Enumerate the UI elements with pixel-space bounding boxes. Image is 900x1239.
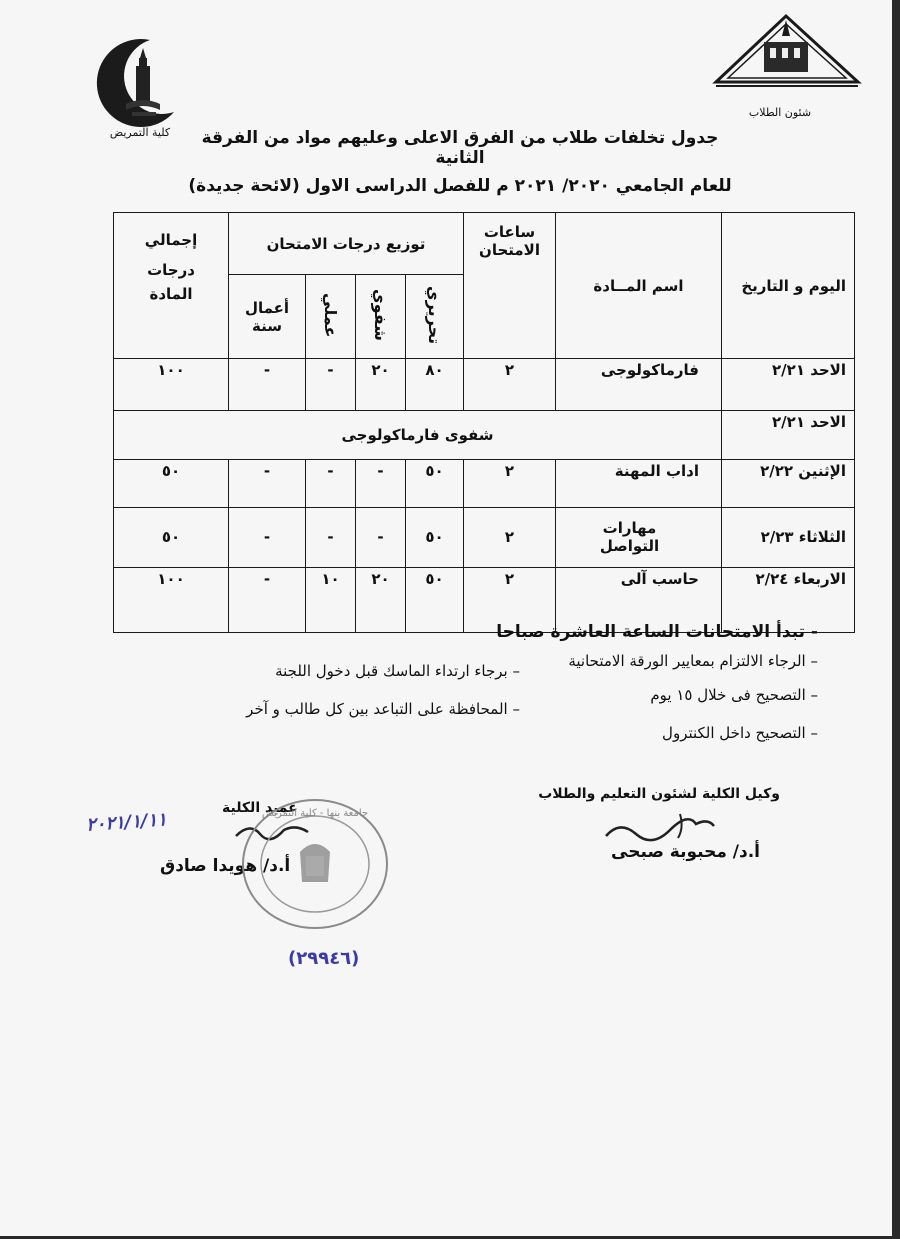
row-total: ١٠٠ [114,567,229,632]
header-exam-hours [464,213,556,359]
note-correction-location: – التصحيح داخل الكنترول [662,724,818,742]
row-written: ٨٠ [406,359,464,411]
header-distribution: توزيع درجات الامتحان [229,213,464,275]
row-year-work: - [229,507,306,567]
row-written: ٥٠ [406,567,464,632]
row-practical: ١٠ [306,567,356,632]
row-oral: ٢٠ [356,567,406,632]
row-day: الاربعاء ٢/٢٤ [722,567,855,632]
row-subject-line1: مهارات [602,519,657,538]
header-hours-line1: ساعات [483,223,536,241]
scan-edge [892,0,900,1239]
header-practical: عملي [306,275,356,359]
row-practical: - [306,507,356,567]
row-year-work: - [229,567,306,632]
header-subject: اسم المــادة [556,213,722,359]
row-day: الاحد ٢/٢١ [722,359,855,411]
row-subject: حاسب آلى [556,567,722,632]
header-total-line1: إجمالي [144,231,198,249]
vice-dean-signature [600,806,720,846]
table-row [114,359,855,411]
official-stamp [240,796,390,931]
student-affairs-caption: شئون الطلاب [748,106,812,119]
row-total: ٥٠ [114,459,229,507]
row-day: الثلاثاء ٢/٢٣ [722,507,855,567]
header-year-work-line1: أعمال [244,298,290,317]
note-mask: – برجاء ارتداء الماسك قبل دخول اللجنة [275,662,520,680]
header-total-line2: درجات [147,261,195,279]
header-total-line3: المادة [149,285,193,303]
header-oral: شفوي [356,275,406,359]
note-exam-start: - تبدأ الامتحانات الساعة العاشرة صباحا [496,622,818,642]
dean-name: أ.د/ هويدا صادق [160,856,291,876]
row-total: ٥٠ [114,507,229,567]
document-title: جدول تخلفات طلاب من الفرق الاعلى وعليهم مواد من الفرقة الثانية [201,128,719,168]
row-subject: اداب المهنة [556,459,722,507]
row-practical: - [306,459,356,507]
row-written: ٥٠ [406,507,464,567]
header-hours-line2: الامتحان [479,241,540,259]
note-exam-paper: – الرجاء الالتزام بمعايير الورقة الامتحانية [568,652,818,670]
vice-dean-name: أ.د/ محبوبة صبحى [611,842,760,862]
faculty-of-nursing-logo [88,32,188,132]
table-row [114,411,855,459]
header-written: تحريري [406,275,464,359]
handwritten-number: (٢٩٩٤٦) [288,948,360,969]
note-correction-period: – التصحيح فى خلال ١٥ يوم [650,686,818,704]
exam-schedule-table [113,212,855,633]
row-hours: ٢ [464,359,556,411]
row-total: ١٠٠ [114,359,229,411]
row-year-work: - [229,359,306,411]
table-row [114,507,855,567]
row-year-work: - [229,459,306,507]
faculty-caption: كلية التمريض [109,126,171,139]
handwritten-date: ٢٠٢١/١/١١ [85,809,168,836]
row-day: الاحد ٢/٢١ [722,411,855,459]
document-subtitle: للعام الجامعي ٢٠٢٠/ ٢٠٢١ م للفصل الدراسى الاول (لائحة جديدة) [188,176,732,196]
row-oral: ٢٠ [356,359,406,411]
dean-title: عميد الكلية [222,800,298,816]
table-row [114,459,855,507]
row-subject [556,507,722,567]
row-oral-exam: شفوى فارماكولوجى [114,411,722,459]
row-written: ٥٠ [406,459,464,507]
vice-dean-title: وكيل الكلية لشئون التعليم والطلاب [538,786,780,802]
row-subject: فارماكولوجى [556,359,722,411]
row-day: الإثنين ٢/٢٢ [722,459,855,507]
header-year-work [229,275,306,359]
row-hours: ٢ [464,507,556,567]
stamp-text: جامعة بنها - كلية التمريض [261,808,369,819]
benha-university-logo [712,12,862,94]
row-oral: - [356,459,406,507]
row-subject-line2: التواصل [599,537,660,556]
row-hours: ٢ [464,459,556,507]
row-hours: ٢ [464,567,556,632]
header-year-work-line2: سنة [252,316,282,335]
note-distancing: – المحافظة على التباعد بين كل طالب و آخر [246,700,520,718]
header-total [114,213,229,359]
row-oral: - [356,507,406,567]
row-practical: - [306,359,356,411]
header-day-date: اليوم و التاريخ [722,213,855,359]
